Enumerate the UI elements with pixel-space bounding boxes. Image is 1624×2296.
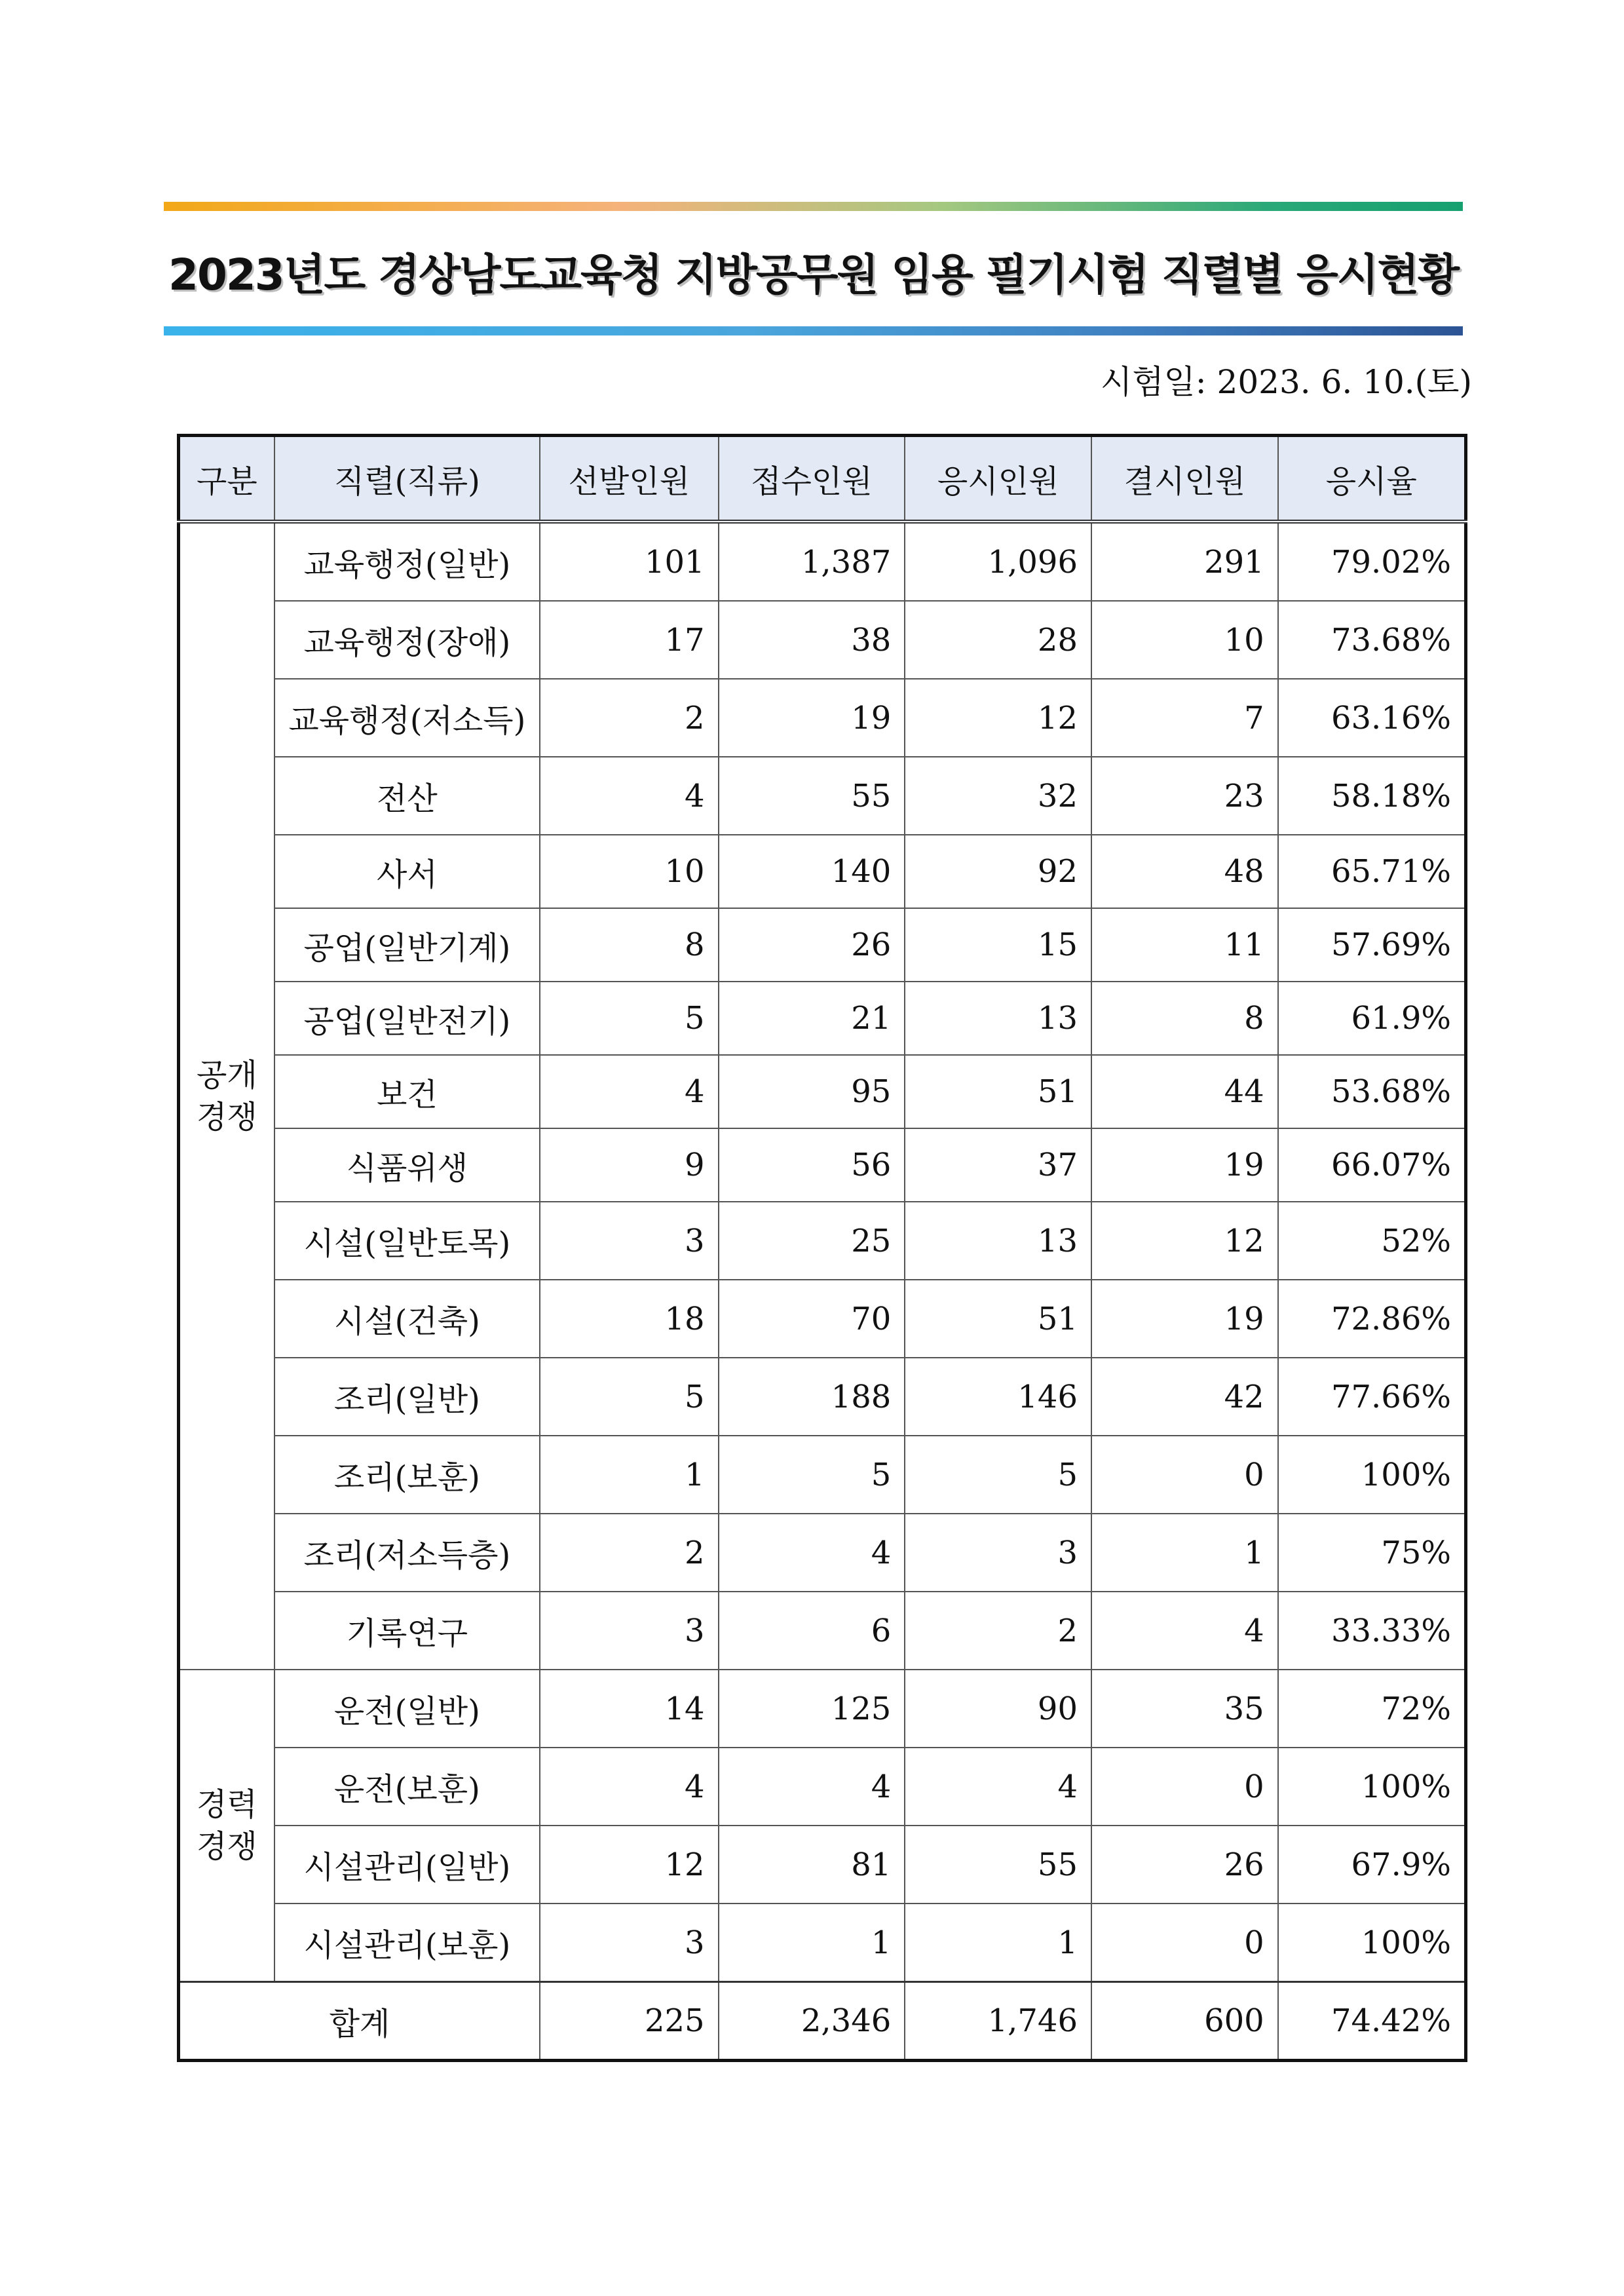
applied-cell: 81 (719, 1826, 905, 1904)
job-cell: 시설관리(보훈) (274, 1904, 540, 1982)
table-row (179, 601, 1466, 679)
job-cell: 운전(일반) (274, 1670, 540, 1748)
absent-cell: 0 (1091, 1748, 1278, 1826)
total-selected-cell: 225 (540, 1982, 719, 2061)
applied-cell: 19 (719, 679, 905, 757)
taken-cell: 15 (905, 908, 1091, 982)
selected-cell: 18 (540, 1280, 719, 1358)
absent-cell: 35 (1091, 1670, 1278, 1748)
table-row (179, 1280, 1466, 1358)
table-row (179, 1128, 1466, 1202)
table-row (179, 522, 1466, 601)
job-cell: 시설(일반토목) (274, 1202, 540, 1280)
selected-cell: 2 (540, 679, 719, 757)
absent-cell: 48 (1091, 835, 1278, 908)
rate-cell: 72% (1278, 1670, 1466, 1748)
group-label-line: 경쟁 (197, 1099, 257, 1136)
job-cell: 운전(보훈) (274, 1748, 540, 1826)
job-cell: 공업(일반전기) (274, 982, 540, 1055)
exam-date: 시험일: 2023. 6. 10.(토) (1100, 363, 1472, 401)
absent-cell: 44 (1091, 1055, 1278, 1128)
job-cell: 교육행정(저소득) (274, 679, 540, 757)
selected-cell: 1 (540, 1436, 719, 1514)
table-row (179, 1904, 1466, 1982)
applied-cell: 140 (719, 835, 905, 908)
table-row (179, 1514, 1466, 1592)
header-applied: 접수인원 (719, 436, 905, 522)
header-row (179, 436, 1466, 522)
job-cell: 전산 (274, 757, 540, 835)
taken-cell: 28 (905, 601, 1091, 679)
taken-cell: 13 (905, 982, 1091, 1055)
applied-cell: 95 (719, 1055, 905, 1128)
group-label-line: 공개 (197, 1057, 257, 1094)
header-taken: 응시인원 (905, 436, 1091, 522)
absent-cell: 1 (1091, 1514, 1278, 1592)
rate-cell: 79.02% (1278, 522, 1466, 601)
group-label-line: 경력 (197, 1786, 257, 1823)
taken-cell: 92 (905, 835, 1091, 908)
table-row (179, 835, 1466, 908)
rate-cell: 33.33% (1278, 1592, 1466, 1670)
selected-cell: 4 (540, 757, 719, 835)
group-label (179, 522, 274, 1670)
absent-cell: 10 (1091, 601, 1278, 679)
applied-cell: 25 (719, 1202, 905, 1280)
exam-status-table (177, 434, 1467, 2062)
table-body (179, 522, 1466, 2061)
applied-cell: 4 (719, 1514, 905, 1592)
absent-cell: 291 (1091, 522, 1278, 601)
selected-cell: 3 (540, 1904, 719, 1982)
applied-cell: 70 (719, 1280, 905, 1358)
selected-cell: 5 (540, 1358, 719, 1436)
taken-cell: 51 (905, 1055, 1091, 1128)
applied-cell: 21 (719, 982, 905, 1055)
taken-cell: 55 (905, 1826, 1091, 1904)
taken-cell: 1,096 (905, 522, 1091, 601)
selected-cell: 10 (540, 835, 719, 908)
job-cell: 식품위생 (274, 1128, 540, 1202)
table-row (179, 1436, 1466, 1514)
taken-cell: 3 (905, 1514, 1091, 1592)
top-gradient-bar (164, 202, 1463, 211)
bottom-gradient-bar (164, 326, 1463, 335)
taken-cell: 12 (905, 679, 1091, 757)
rate-cell: 52% (1278, 1202, 1466, 1280)
header-rate: 응시율 (1278, 436, 1466, 522)
job-cell: 시설관리(일반) (274, 1826, 540, 1904)
applied-cell: 4 (719, 1748, 905, 1826)
rate-cell: 65.71% (1278, 835, 1466, 908)
job-cell: 조리(일반) (274, 1358, 540, 1436)
applied-cell: 55 (719, 757, 905, 835)
rate-cell: 53.68% (1278, 1055, 1466, 1128)
selected-cell: 3 (540, 1202, 719, 1280)
job-cell: 공업(일반기계) (274, 908, 540, 982)
rate-cell: 100% (1278, 1904, 1466, 1982)
job-cell: 조리(저소득층) (274, 1514, 540, 1592)
selected-cell: 9 (540, 1128, 719, 1202)
header-category: 구분 (179, 436, 274, 522)
table-row (179, 757, 1466, 835)
absent-cell: 4 (1091, 1592, 1278, 1670)
total-absent-cell: 600 (1091, 1982, 1278, 2061)
applied-cell: 1,387 (719, 522, 905, 601)
job-cell: 보건 (274, 1055, 540, 1128)
selected-cell: 4 (540, 1748, 719, 1826)
rate-cell: 100% (1278, 1748, 1466, 1826)
selected-cell: 8 (540, 908, 719, 982)
table-row (179, 1055, 1466, 1128)
taken-cell: 2 (905, 1592, 1091, 1670)
rate-cell: 72.86% (1278, 1280, 1466, 1358)
taken-cell: 146 (905, 1358, 1091, 1436)
absent-cell: 19 (1091, 1128, 1278, 1202)
selected-cell: 3 (540, 1592, 719, 1670)
taken-cell: 90 (905, 1670, 1091, 1748)
job-cell: 기록연구 (274, 1592, 540, 1670)
absent-cell: 23 (1091, 757, 1278, 835)
rate-cell: 77.66% (1278, 1358, 1466, 1436)
absent-cell: 8 (1091, 982, 1278, 1055)
table-row (179, 982, 1466, 1055)
rate-cell: 61.9% (1278, 982, 1466, 1055)
applied-cell: 125 (719, 1670, 905, 1748)
table-row (179, 1202, 1466, 1280)
job-cell: 시설(건축) (274, 1280, 540, 1358)
taken-cell: 4 (905, 1748, 1091, 1826)
table-row (179, 1748, 1466, 1826)
applied-cell: 188 (719, 1358, 905, 1436)
taken-cell: 51 (905, 1280, 1091, 1358)
table-row (179, 1826, 1466, 1904)
rate-cell: 67.9% (1278, 1826, 1466, 1904)
absent-cell: 42 (1091, 1358, 1278, 1436)
job-cell: 교육행정(일반) (274, 522, 540, 601)
table-row (179, 1670, 1466, 1748)
rate-cell: 63.16% (1278, 679, 1466, 757)
table-row (179, 679, 1466, 757)
header-selected: 선발인원 (540, 436, 719, 522)
absent-cell: 12 (1091, 1202, 1278, 1280)
absent-cell: 19 (1091, 1280, 1278, 1358)
job-cell: 교육행정(장애) (274, 601, 540, 679)
applied-cell: 5 (719, 1436, 905, 1514)
job-cell: 사서 (274, 835, 540, 908)
total-taken-cell: 1,746 (905, 1982, 1091, 2061)
total-label: 합계 (179, 1982, 540, 2061)
header-absent: 결시인원 (1091, 436, 1278, 522)
selected-cell: 14 (540, 1670, 719, 1748)
applied-cell: 56 (719, 1128, 905, 1202)
selected-cell: 101 (540, 522, 719, 601)
absent-cell: 7 (1091, 679, 1278, 757)
taken-cell: 5 (905, 1436, 1091, 1514)
selected-cell: 17 (540, 601, 719, 679)
applied-cell: 6 (719, 1592, 905, 1670)
taken-cell: 37 (905, 1128, 1091, 1202)
group-label (179, 1670, 274, 1982)
header-job: 직렬(직류) (274, 436, 540, 522)
taken-cell: 13 (905, 1202, 1091, 1280)
rate-cell: 66.07% (1278, 1128, 1466, 1202)
rate-cell: 73.68% (1278, 601, 1466, 679)
table-row (179, 1592, 1466, 1670)
rate-cell: 57.69% (1278, 908, 1466, 982)
absent-cell: 11 (1091, 908, 1278, 982)
selected-cell: 2 (540, 1514, 719, 1592)
applied-cell: 26 (719, 908, 905, 982)
page-title: 2023년도 경상남도교육청 지방공무원 임용 필기시험 직렬별 응시현황 (168, 250, 1458, 300)
selected-cell: 5 (540, 982, 719, 1055)
absent-cell: 26 (1091, 1826, 1278, 1904)
rate-cell: 75% (1278, 1514, 1466, 1592)
absent-cell: 0 (1091, 1436, 1278, 1514)
group-label-line: 경쟁 (197, 1828, 257, 1865)
total-applied-cell: 2,346 (719, 1982, 905, 2061)
rate-cell: 100% (1278, 1436, 1466, 1514)
selected-cell: 4 (540, 1055, 719, 1128)
table-row (179, 908, 1466, 982)
taken-cell: 1 (905, 1904, 1091, 1982)
rate-cell: 58.18% (1278, 757, 1466, 835)
job-cell: 조리(보훈) (274, 1436, 540, 1514)
applied-cell: 38 (719, 601, 905, 679)
taken-cell: 32 (905, 757, 1091, 835)
table-row (179, 1358, 1466, 1436)
total-row (179, 1982, 1466, 2061)
selected-cell: 12 (540, 1826, 719, 1904)
applied-cell: 1 (719, 1904, 905, 1982)
absent-cell: 0 (1091, 1904, 1278, 1982)
total-rate-cell: 74.42% (1278, 1982, 1466, 2061)
